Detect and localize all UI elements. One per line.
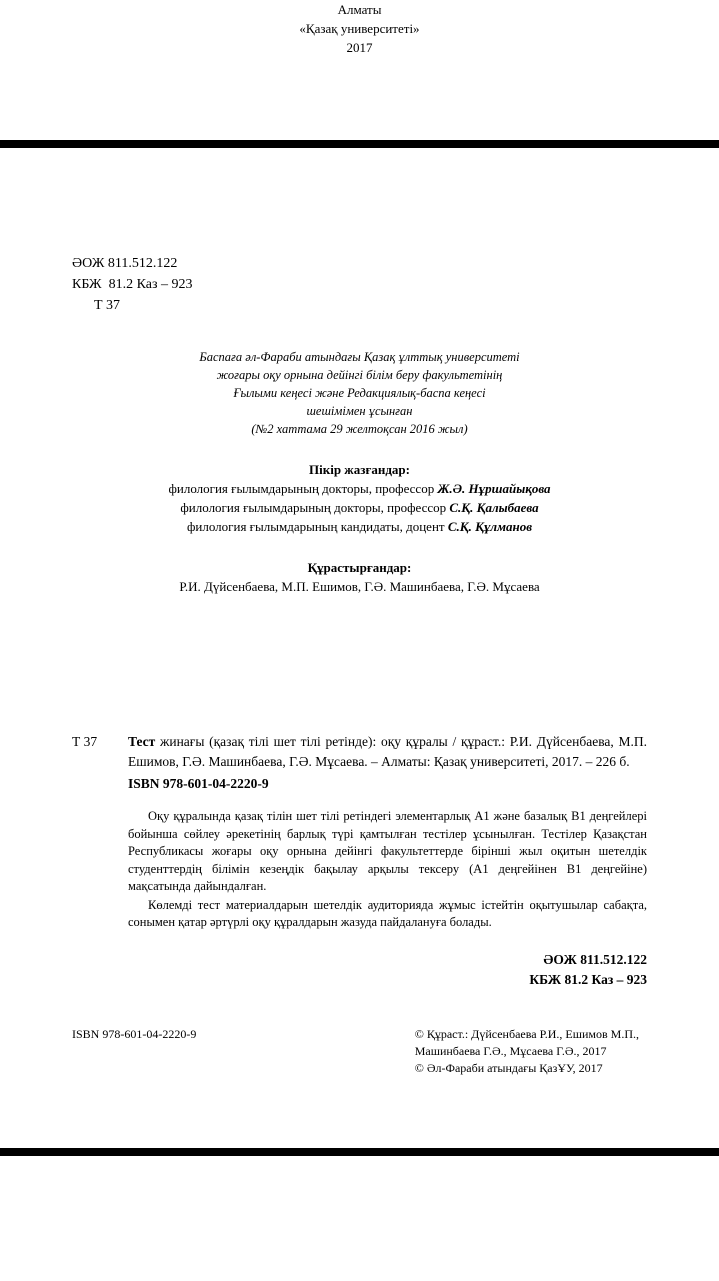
cip-body-text: жинағы (қазақ тілі шет тілі ретінде): оқу құралы / құраст.: Р.И. Дүйсенбаева, М.П. Ешимов, Г.Ә. Машинбаева, Г.Ә. Мұсаева. – Алматы: Қазақ университеті, 2017. – 226 б. [128,734,647,769]
reviewer-name: С.Қ. Қалыбаева [449,500,539,515]
imprint-page [0,148,719,1148]
copyright-line-3: © Әл-Фараби атындағы ҚазҰУ, 2017 [414,1060,603,1075]
copyright-block [415,1026,647,1077]
page-bottom-fragment [0,1156,719,1281]
bbk-code: КБЖ 81.2 Каз – 923 [72,277,193,292]
approval-line-5: (№2 хаттама 29 желтоқсан 2016 жыл) [251,422,468,436]
imprint-footer [72,1026,647,1077]
page-top-fragment [0,0,719,140]
copyright-line-1: © Құраст.: Дүйсенбаева Р.И., Ешимов М.П., [414,1026,639,1041]
cip-isbn: ISBN 978-601-04-2220-9 [128,776,269,791]
approval-line-3: Ғылыми кеңесі және Редакциялық-баспа кеңесі [233,386,486,400]
cip-record [72,732,647,794]
reviewers-list [72,479,647,536]
reviewer-role: филология ғылымдарының докторы, профессор [168,481,438,496]
cip-title-bold: Тест [128,734,156,749]
approval-statement [72,348,647,438]
copyright-line-2: Машинбаева Г.Ә., Мұсаева Г.Ә., 2017 [414,1043,607,1058]
annotation-paragraph-1: Оқу құралында қазақ тілін шет тілі ретіндегі элементарлық А1 және базалық В1 деңгейлері бойынша сөйлеу әрекетінің барлық түрі қамтылған тестілер ұсынылған. Тестілер Қазақстан Республикасы жоғары оқу орнына дейінгі факультеттерде бірінші жыл оқитын шетелдік студенттердің білімін кезеңдік бақылау арқылы тексеру (А1 деңгейінен В1 деңгейіне) мақсатында дайындалған. [128,809,647,893]
cip-author-sign: Т 37 [72,734,98,749]
reviewer-item [72,479,647,498]
classification-block [72,148,647,316]
annotation-block [128,808,647,932]
cip-description [128,732,647,772]
compilers-names: Р.И. Дүйсенбаева, М.П. Ешимов, Г.Ә. Машинбаева, Г.Ә. Мұсаева [179,579,540,594]
compilers-heading: Құрастырғандар: [307,560,412,575]
approval-line-1: Баспаға әл-Фараби атындағы Қазақ ұлттық университеті [199,350,520,364]
udk-code-repeat: ӘОЖ 811.512.122 [543,951,647,967]
page-separator-top [0,140,719,148]
author-sign: Т 37 [94,298,121,313]
annotation-paragraph-2: Көлемді тест материалдарын шетелдік аудиторияда жұмыс істейтін оқытушылар сабақта, сонымен қатар әртүрлі оқу құралдарын жазуда пайдалануға болады. [128,897,647,929]
approval-line-2: жоғары оқу орнына дейінгі білім беру факультетінің [216,368,503,382]
udk-code: ӘОЖ 811.512.122 [72,256,178,271]
reviewer-item [72,498,647,517]
page-separator-bottom [0,1148,719,1156]
reviewer-name: Ж.Ә. Нұршайықова [437,481,551,496]
bbk-code-repeat: КБЖ 81.2 Каз – 923 [529,971,647,987]
reviewers-heading: Пікір жазғандар: [309,462,410,477]
reviewer-item [72,517,647,536]
approval-line-4: шешімімен ұсынған [306,404,413,418]
reviewer-role: филология ғылымдарының кандидаты, доцент [186,519,448,534]
publication-year: 2017 [346,40,373,55]
footer-isbn: ISBN 978-601-04-2220-9 [72,1026,197,1041]
publisher-city: Алматы [337,2,382,17]
publisher-name: «Қазақ университеті» [299,21,420,36]
reviewer-role: филология ғылымдарының докторы, профессор [180,500,450,515]
classification-repeat [72,950,647,990]
reviewer-name: С.Қ. Құлманов [447,519,533,534]
